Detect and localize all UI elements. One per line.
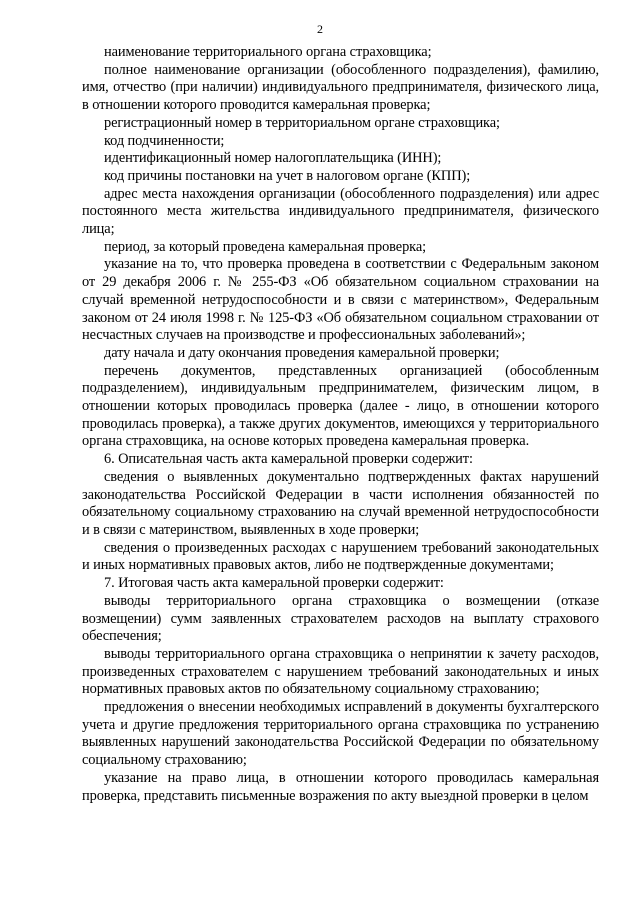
paragraph: указание на то, что проверка проведена в соответствии с Федеральным законом от 29 декабря 2006 г. № 255-ФЗ «Об обязательном социальном страховании на случай временной нетрудоспособности и в связи с материнством», Федеральным законом от 24 июля 1998 г. № 125-ФЗ «Об обязательном социальном страховании от несчастных случаев на производстве и профессиональных заболеваний»; [82,256,599,344]
paragraph: адрес места нахождения организации (обособленного подразделения) или адрес постоянного места жительства индивидуального предпринимателя, физического лица; [82,185,599,238]
paragraph: код причины постановки на учет в налоговом органе (КПП); [104,167,471,184]
paragraph: идентификационный номер налогоплательщика (ИНН); [104,150,442,167]
paragraph: полное наименование организации (обособленного подразделения), фамилию, имя, отчество (при наличии) индивидуального предпринимателя, физического лица, в отношении которого проводится камеральная проверка; [82,61,599,114]
section-heading: 7. Итоговая часть акта камеральной проверки содержит: [104,575,444,592]
paragraph: сведения о выявленных документально подтвержденных фактах нарушений законодательства Российской Федерации в части исполнения обязанностей по обязательному социальному страхованию на случай временной нетрудоспособности и в связи с материнством, выявленных в ходе проверки; [82,468,599,538]
paragraph: дату начала и дату окончания проведения камеральной проверки; [104,344,500,361]
paragraph: регистрационный номер в территориальном органе страховщика; [104,114,500,131]
document-body [82,44,599,805]
paragraph: период, за который проведена камеральная проверка; [104,238,427,255]
paragraph: код подчиненности; [104,132,225,149]
paragraph: выводы территориального органа страховщика о непринятии к зачету расходов, произведенных страхователем с нарушением требований законодательных и иных нормативных правовых актов по обязательному социальному страхованию; [82,645,599,698]
section-heading: 6. Описательная часть акта камеральной проверки содержит: [104,451,473,468]
paragraph: сведения о произведенных расходах с нарушением требований законодательных и иных нормативных правовых актов, либо не подтвержденные документами; [82,539,599,574]
paragraph: указание на право лица, в отношении которого проводилась камеральная проверка, представить письменные возражения по акту выездной проверки в целом [82,769,599,804]
paragraph: предложения о внесении необходимых исправлений в документы бухгалтерского учета и другие предложения территориального органа страховщика по устранению выявленных нарушений законодательства Российской Федерации по обязательному социальному страхованию; [82,699,599,769]
paragraph: наименование территориального органа страховщика; [104,44,432,60]
paragraph: перечень документов, представленных организацией (обособленным подразделением), индивидуальным предпринимателем, физическим лицом, в отношении которых проводилась проверка (далее - лицо, в отношении которого проводилась проверка), а также других документов, имеющихся у территориального органа страховщика, на основе которых проведена камеральная проверка. [82,362,599,450]
page-number: 2 [317,22,323,36]
paragraph: выводы территориального органа страховщика о возмещении (отказе возмещении) сумм заявленных страхователем расходов на выплату страхового обеспечения; [82,592,599,645]
